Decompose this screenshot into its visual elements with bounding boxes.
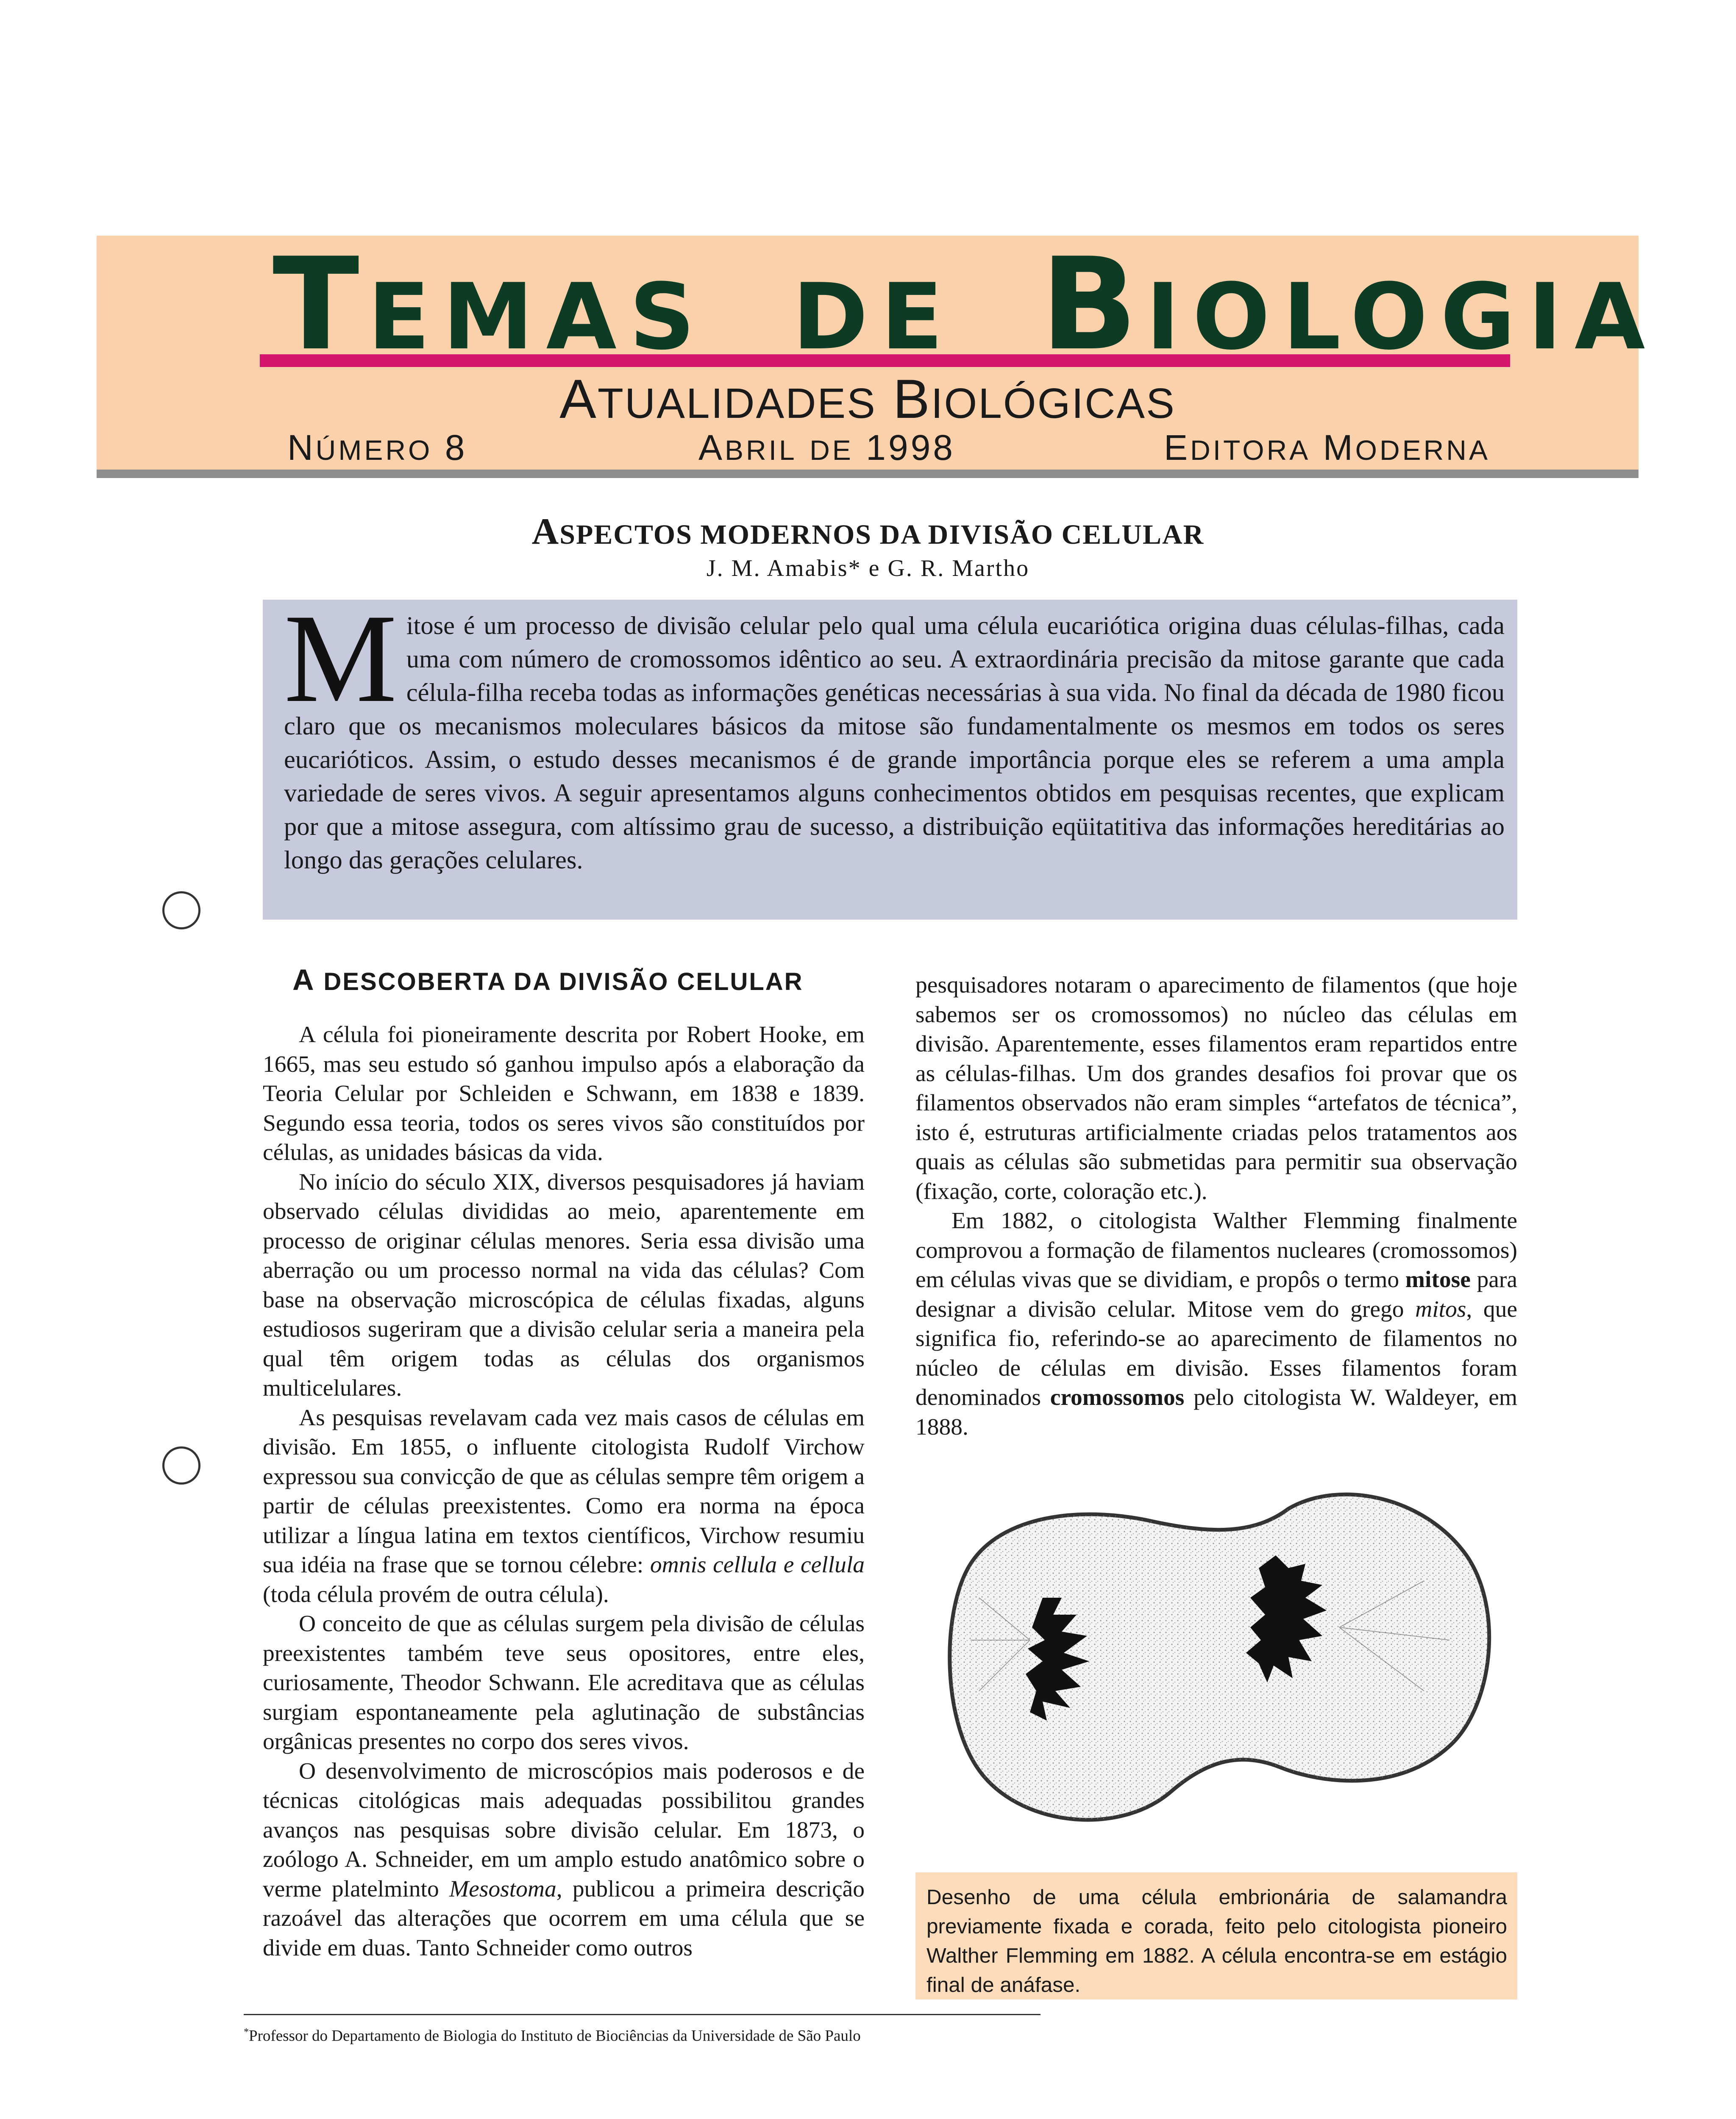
paragraph: O conceito de que as células surgem pela divisão de células preexistentes também teve seus opositores, entre eles, curiosamente, Theodor Schwann. Ele acreditava que as células surgiam espontaneamente pela aglutinação de substâncias orgânicas presentes no corpo dos seres vivos. (263, 1611, 865, 1755)
magazine-subtitle: ATUALIDADES BIOLÓGICAS (559, 368, 1176, 430)
right-column (915, 971, 1517, 1442)
article-authors: J. M. Amabis* e G. R. Martho (706, 555, 1030, 581)
footnote: *Professor do Departamento de Biologia do Instituto de Biociências da Universidade de São Paulo (244, 2027, 861, 2045)
issue-date: ABRIL DE 1998 (698, 428, 956, 467)
paragraph: pesquisadores notaram o aparecimento de filamentos (que hoje sabemos ser os cromossomos) no núcleo das células em divisão. Aparentemente, esses filamentos eram repartidos entre as células-filhas. Um dos grandes desafios foi provar que os filamentos observados não eram simples “artefatos de técnica”, isto é, estruturas artificialmente criadas pelos tratamentos aos quais as células são submetidas para permitir sua observação (fixação, corte, coloração etc.). (915, 972, 1517, 1204)
issue-number: NÚMERO 8 (287, 428, 467, 467)
section-heading: A DESCOBERTA DA DIVISÃO CELULAR (292, 963, 804, 996)
footnote-rule (244, 2014, 1040, 2015)
figure-caption: Desenho de uma célula embrionária de salamandra previamente fixada e corada, feito pelo citologista pioneiro Walther Flemming em 1882. A célula encontra-se em estágio final de anáfase. (915, 1872, 1517, 1999)
publisher: EDITORA MODERNA (1164, 428, 1490, 467)
magazine-title: TEMAS DE BIOLOGIA (273, 231, 1658, 378)
cell-anaphase-drawing (915, 1471, 1517, 1852)
paragraph: As pesquisas revelavam cada vez mais casos de células em divisão. Em 1855, o influente citologista Rudolf Virchow expressou sua convicção de que as células sempre têm origem a partir de células preexistentes. Como era norma na época utilizar a língua latina em textos científicos, Virchow resumiu sua idéia na frase que se tornou célebre: omnis cellula e cellula (toda célula provém de outra célula). (263, 1404, 865, 1607)
binder-hole-icon (162, 891, 200, 929)
abstract-text: itose é um processo de divisão celular pelo qual uma célula eucariótica origina duas células-filhas, cada uma com número de cromossomos idêntico ao seu. A extraordinária precisão da mitose garante que cada célula-filha receba todas as informações genéticas necessárias à sua vida. No final da década de 1980 ficou claro que os mecanismos moleculares básicos da mitose são fundamentalmente os mesmos em todos os seres eucarióticos. Assim, o estudo desses mecanismos é de grande importância porque eles se referem a uma ampla variedade de seres vivos. A seguir apresentamos alguns conhecimentos obtidos em pesquisas recentes, que explicam por que a mitose assegura, com altíssimo grau de sucesso, a distribuição eqüitatitiva das informações hereditárias ao longo das gerações celulares. (284, 612, 1505, 874)
paragraph: No início do século XIX, diversos pesquisadores já haviam observado células divididas ao meio, aparentemente em processo de originar células menores. Seria essa divisão uma aberração ou um processo normal na vida das células? Com base na observação microscópica de células fixadas, alguns estudiosos sugeriram que a divisão celular seria a maneira pela qual têm origem todas as células dos organismos multicelulares. (263, 1169, 865, 1401)
paragraph: Em 1882, o citologista Walther Flemming finalmente comprovou a formação de filamentos nucleares (cromossomos) em células vivas que se dividiam, e propôs o termo mitose para designar a divisão celular. Mitose vem do grego mitos, que significa fio, referindo-se ao aparecimento de filamentos no núcleo de células em divisão. Esses filamentos foram denominados cromossomos pelo citologista W. Waldeyer, em 1888. (915, 1208, 1518, 1440)
abstract-box (263, 588, 1517, 920)
binder-hole-icon (162, 1446, 200, 1485)
paragraph: O desenvolvimento de microscópios mais poderosos e de técnicas citológicas mais adequadas possibilitou grandes avanços nas pesquisas sobre divisão celular. Em 1873, o zoólogo A. Schneider, em um amplo estudo anatômico sobre o verme platelminto Mesostoma, publicou a primeira descrição razoável das alterações que ocorrem em uma célula que se divide em duas. Tanto Schneider como outros (263, 1758, 865, 1961)
left-column (263, 963, 865, 1963)
article-title: ASPECTOS MODERNOS DA DIVISÃO CELULAR (531, 511, 1205, 552)
drop-cap: M (284, 588, 397, 729)
paragraph: A célula foi pioneiramente descrita por Robert Hooke, em 1665, mas seu estudo só ganhou impulso após a elaboração da Teoria Celular por Schleiden e Schwann, em 1838 e 1839. Segundo essa teoria, todos os seres vivos são constituídos por células, as unidades básicas da vida. (263, 1022, 865, 1165)
masthead (97, 231, 1658, 478)
